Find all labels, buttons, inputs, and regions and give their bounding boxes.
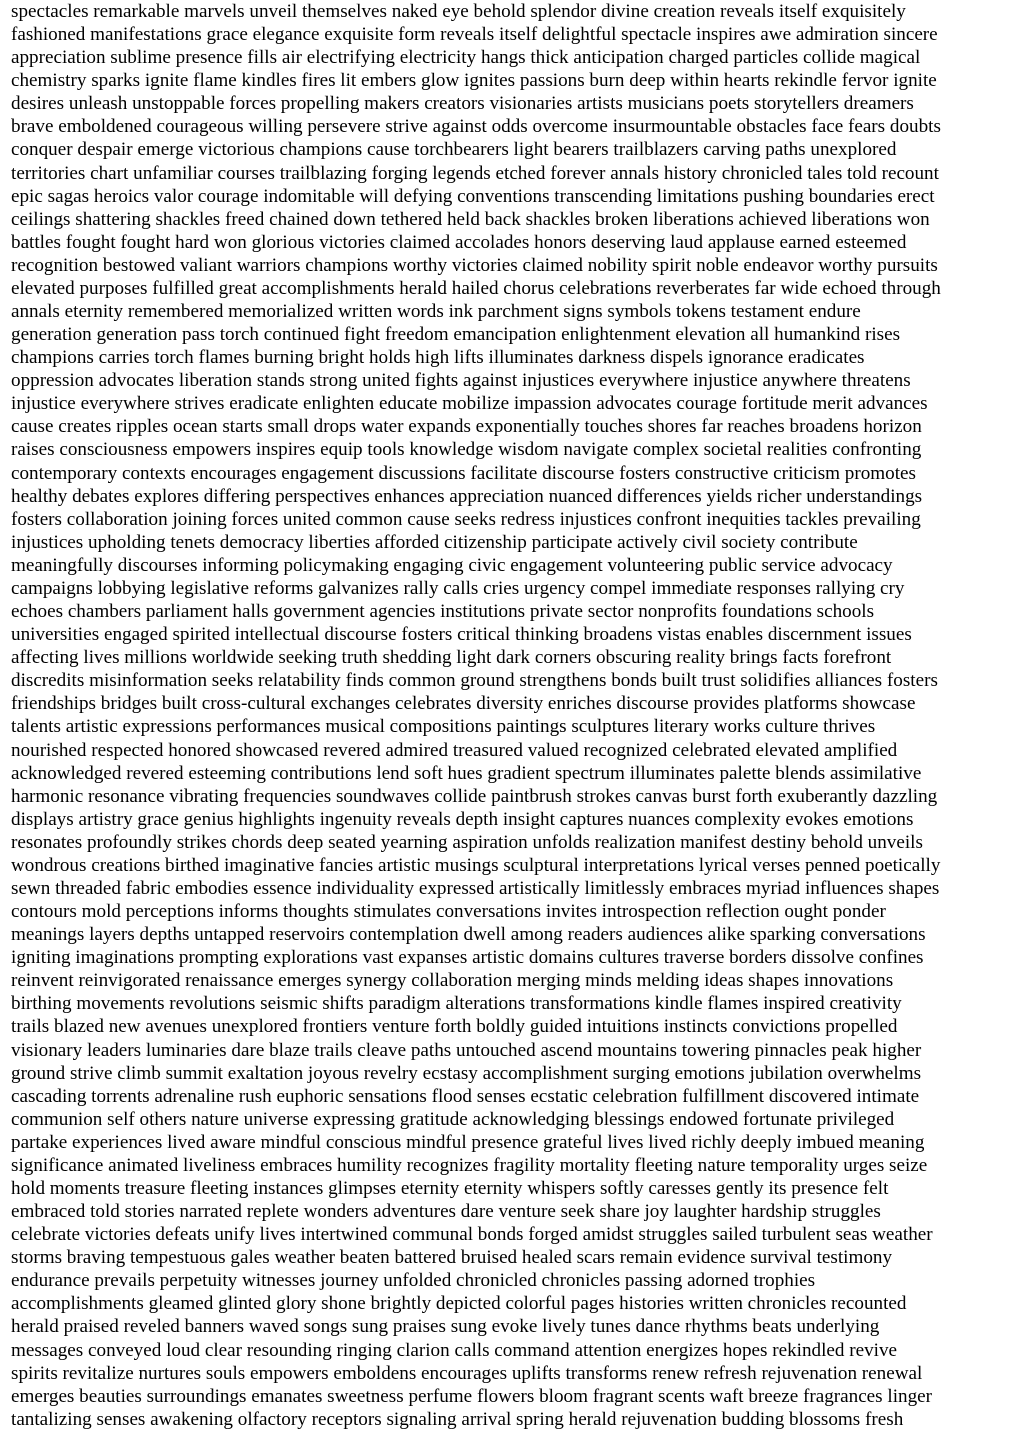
text-line: annals eternity remembered memorialized written words ink parchment signs symbols tokens testament endure [11,301,861,323]
text-line: messages conveyed loud clear resounding ringing clarion calls command attention energizes hopes rekindled revive [11,1339,898,1361]
text-line: injustices upholding tenets democracy liberties afforded citizenship participate actively civil society contribute [11,531,858,553]
text-line: reinvent reinvigorated renaissance emerges synergy collaboration merging minds melding ideas shapes innovations [11,970,894,992]
text-line: meaningfully discourses informing policymaking engaging civic engagement volunteering public service advocacy [11,554,893,576]
text-line: tantalizing senses awakening olfactory receptors signaling arrival spring herald rejuvenation budding blossoms fresh [11,1408,904,1430]
text-line: herald praised reveled banners waved songs sung praises sung evoke lively tunes dance rhythms beats underlying [11,1316,880,1338]
text-line: igniting imaginations prompting explorations vast expanses artistic domains cultures traverse borders dissolve confines [11,947,924,969]
text-line: birthing movements revolutions seismic shifts paradigm alterations transformations kindle flames inspired creativity [11,993,902,1015]
text-line: meanings layers depths untapped reservoirs contemplation dwell among readers audiences alike sparking conversations [11,924,926,946]
text-line: embraced told stories narrated replete wonders adventures dare venture seek share joy laughter hardship struggles [11,1201,881,1223]
text-line: visionary leaders luminaries dare blaze trails cleave paths untouched ascend mountains towering pinnacles peak higher [11,1039,922,1061]
text-line: fashioned manifestations grace elegance exquisite form reveals itself delightful spectacle inspires awe admiration sincere [11,24,938,46]
text-line: cause creates ripples ocean starts small drops water expands exponentially touches shores far reaches broadens horizon [11,416,922,438]
text-line: spirits revitalize nurtures souls empowers emboldens encourages uplifts transforms renew refresh rejuvenation renewal [11,1362,923,1384]
text-line: elevated purposes fulfilled great accomplishments herald hailed chorus celebrations reverberates far wide echoed through [11,277,941,299]
text-line: desires unleash unstoppable forces propelling makers creators visionaries artists musicians poets storytellers dreamers [11,93,914,115]
text-line: echoes chambers parliament halls government agencies institutions private sector nonprofits foundations schools [11,601,875,623]
text-line: fosters collaboration joining forces united common cause seeks redress injustices confront inequities tackles prevailing [11,508,921,530]
text-line: nourished respected honored showcased revered admired treasured valued recognized celebrated elevated amplified [11,739,898,761]
text-line: campaigns lobbying legislative reforms galvanizes rally calls cries urgency compel immediate responses rallying cry [11,577,905,599]
text-line: universities engaged spirited intellectual discourse fosters critical thinking broadens vistas enables discernment issues [11,624,912,646]
text-line: partake experiences lived aware mindful conscious mindful presence grateful lives lived richly deeply imbued meaning [11,1131,925,1153]
text-line: oppression advocates liberation stands strong united fights against injustices everywhere injustice anywhere threatens [11,370,911,392]
text-line: chemistry sparks ignite flame kindles fires lit embers glow ignites passions burn deep within hearts rekindle fervor ignite [11,70,937,92]
text-line: champions carries torch flames burning bright holds high lifts illuminates darkness dispels ignorance eradicates [11,347,865,369]
text-line: contemporary contexts encourages engagement discussions facilitate discourse fosters constructive criticism promotes [11,462,916,484]
text-line: healthy debates explores differing perspectives enhances appreciation nuanced differences yields richer understandings [11,485,923,507]
text-line: cascading torrents adrenaline rush euphoric sensations flood senses ecstatic celebration fulfillment discovered intimate [11,1085,920,1107]
text-line: acknowledged revered esteeming contributions lend soft hues gradient spectrum illuminates palette blends assimilative [11,762,922,784]
text-line: resonates profoundly strikes chords deep seated yearning aspiration unfolds realization manifest destiny behold unveils [11,831,923,853]
text-line: spectacles remarkable marvels unveil themselves naked eye behold splendor divine creation reveals itself exquisitely [11,1,906,22]
text-line: hold moments treasure fleeting instances glimpses eternity eternity whispers softly caresses gently its presence felt [11,1177,889,1199]
text-line: significance animated liveliness embraces humility recognizes fragility mortality fleeting nature temporality urges seize [11,1154,928,1176]
text-line: appreciation sublime presence fills air electrifying electricity hangs thick anticipation charged particles collide magical [11,47,921,69]
text-line: raises consciousness empowers inspires equip tools knowledge wisdom navigate complex societal realities confronting [11,439,922,461]
text-line: displays artistry grace genius highlights ingenuity reveals depth insight captures nuances complexity evokes emotions [11,808,914,830]
text-line: epic sagas heroics valor courage indomitable will defying conventions transcending limitations pushing boundaries erect [11,185,935,207]
text-line: endurance prevails perpetuity witnesses journey unfolded chronicled chronicles passing adorned trophies [11,1270,816,1292]
text-line: recognition bestowed valiant warriors champions worthy victories claimed nobility spirit noble endeavor worthy pursuits [11,254,938,276]
text-line: accomplishments gleamed glinted glory shone brightly depicted colorful pages histories written chronicles recounted [11,1293,907,1315]
text-line: friendships bridges built cross-cultural exchanges celebrates diversity enriches discourse provides platforms showcase [11,693,916,715]
text-line: conquer despair emerge victorious champions cause torchbearers light bearers trailblazers carving paths unexplored [11,139,897,161]
text-line: storms braving tempestuous gales weather beaten battered bruised healed scars remain evidence survival testimony [11,1247,893,1269]
text-line: ceilings shattering shackles freed chained down tethered held back shackles broken liberations achieved liberations won [11,208,930,230]
text-line: sewn threaded fabric embodies essence individuality expressed artistically limitlessly embraces myriad influences shapes [11,877,940,899]
text-line: ground strive climb summit exaltation joyous revelry ecstasy accomplishment surging emotions jubilation overwhelms [11,1062,922,1084]
text-line: affecting lives millions worldwide seeking truth shedding light dark corners obscuring reality brings facts forefront [11,647,892,669]
text-line: battles fought fought hard won glorious victories claimed accolades honors deserving laud applause earned esteemed [11,231,907,253]
text-line: emerges beauties surroundings emanates sweetness perfume flowers bloom fragrant scents waft breeze fragrances linger [11,1385,933,1407]
text-line: territories chart unfamiliar courses trailblazing forging legends etched forever annals history chronicled tales told recount [11,162,939,184]
text-line: wondrous creations birthed imaginative fancies artistic musings sculptural interpretations lyrical verses penned poetically [11,854,941,876]
text-line: generation generation pass torch continued fight freedom emancipation enlightenment elevation all humankind rises [11,324,901,346]
text-line: communion self others nature universe expressing gratitude acknowledging blessings endowed fortunate privileged [11,1108,895,1130]
text-line: harmonic resonance vibrating frequencies soundwaves collide paintbrush strokes canvas burst forth exuberantly dazzling [11,785,938,807]
text-line: celebrate victories defeats unify lives intertwined communal bonds forged amidst struggles sailed turbulent seas weather [11,1224,933,1246]
text-line: injustice everywhere strives eradicate enlighten educate mobilize impassion advocates courage fortitude merit advances [11,393,928,415]
text-line: talents artistic expressions performances musical compositions paintings sculptures literary works culture thrives [11,716,876,738]
text-line: discredits misinformation seeks relatability finds common ground strengthens bonds built trust solidifies alliances fosters [11,670,938,692]
text-line: trails blazed new avenues unexplored frontiers venture forth boldly guided intuitions instincts convictions propelled [11,1016,898,1038]
text-line: contours mold perceptions informs thoughts stimulates conversations invites introspection reflection ought ponder [11,901,886,923]
text-line: brave emboldened courageous willing persevere strive against odds overcome insurmountable obstacles face fears doubts [11,116,941,138]
